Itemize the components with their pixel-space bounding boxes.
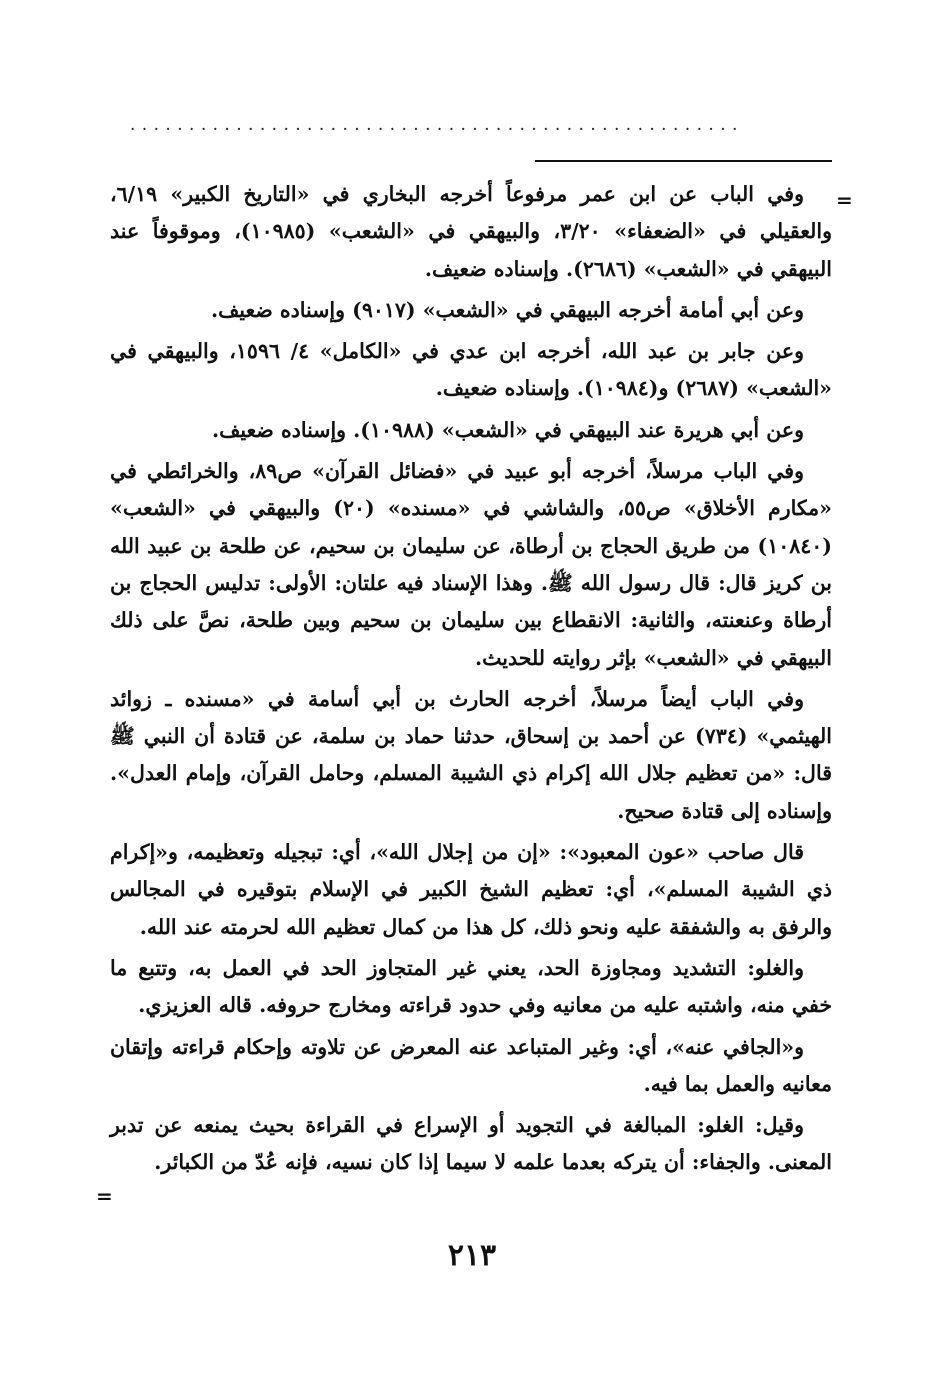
header-dotted-line: .................................................... xyxy=(130,118,744,132)
footnote-separator-rule xyxy=(535,160,832,162)
footnote-paragraph: وعن أبي أمامة أخرجه البيهقي في «الشعب» (٩٠١٧) وإسناده ضعيف. xyxy=(210,297,804,322)
footnote-paragraph: وفي الباب عن ابن عمر مرفوعاً أخرجه البخاري في «التاريخ الكبير» ٦/١٩، والعقيلي في «الضعفاء» ٣/٢٠، والبيهقي في «الشعب» (١٠٩٨٥)، وموقوفاً عند البيهقي في «الشعب» (٢٦٨٦). وإسناده ضعيف. xyxy=(110,182,832,281)
footnote-paragraph: وقيل: الغلو: المبالغة في التجويد أو الإسراع في القراءة بحيث يمنعه عن تدبر المعنى. والجفاء: أن يتركه بعدما علمه لا سيما إذا كان نسيه، فإنه عُدّ من الكبائر. xyxy=(110,1113,832,1175)
footnote-paragraph: قال صاحب «عون المعبود»: «إن من إجلال الله»، أي: تبجيله وتعظيمه، و«إكرام ذي الشيبة المسلم»، أي: تعظيم الشيخ الكبير في الإسلام بتوقيره في المجالس والرفق به والشفقة عليه ونحو ذلك، كل هذا من كمال تعظيم الله لحرمته عند الله. xyxy=(110,840,832,939)
footnote-paragraph: وفي الباب مرسلاً، أخرجه أبو عبيد في «فضائل القرآن» ص٨٩، والخرائطي في «مكارم الأخلاق» ص٥٥، والشاشي في «مسنده» (٢٠) والبيهقي في «الشعب» (١٠٨٤٠) من طريق الحجاج بن أرطاة، عن سليمان بن سحيم، عن طلحة بن عبيد الله بن كريز قال: قال رسول الله ﷺ. وهذا الإسناد فيه علتان: الأولى: تدليس الحجاج بن أرطاة وعنعنته، والثانية: الانقطاع بين سليمان بن سحيم وبين طلحة، نصَّ على ذلك البيهقي في «الشعب» بإثر روايته للحديث. xyxy=(110,459,832,670)
page-number: ٢١٣ xyxy=(447,1238,497,1273)
continuation-marker-end: = xyxy=(96,1184,113,1208)
footnote-paragraph: و«الجافي عنه»، أي: وغير المتباعد عنه المعرض عن تلاوته وإحكام قراءته وإتقان معانيه والعمل بما فيه. xyxy=(110,1034,832,1096)
footnote-paragraph: وفي الباب أيضاً مرسلاً، أخرجه الحارث بن أبي أسامة في «مسنده ـ زوائد الهيثمي» (٧٣٤) عن أحمد بن إسحاق، حدثنا حماد بن سلمة، عن قتادة أن النبي ﷺ قال: «من تعظيم جلال الله إكرام ذي الشيبة المسلم، وحامل القرآن، وإمام العدل». وإسناده إلى قتادة صحيح. xyxy=(110,686,832,823)
footnote-body xyxy=(110,176,832,1226)
footnote-paragraph: والغلو: التشديد ومجاوزة الحد، يعني غير المتجاوز الحد في العمل به، وتتبع ما خفي منه، واشتبه عليه من معانيه وفي حدود قراءته ومخارج حروفه. قاله العزيزي. xyxy=(110,955,832,1018)
footnote-paragraph: وعن أبي هريرة عند البيهقي في «الشعب» (١٠٩٨٨). وإسناده ضعيف. xyxy=(211,417,804,442)
continuation-marker-start: = xyxy=(836,188,853,212)
footnote-paragraph: وعن جابر بن عبد الله، أخرجه ابن عدي في «الكامل» ٤/ ١٥٩٦، والبيهقي في «الشعب» (٢٦٨٧) و(١٠٩٨٤). وإسناده ضعيف. xyxy=(110,339,832,401)
